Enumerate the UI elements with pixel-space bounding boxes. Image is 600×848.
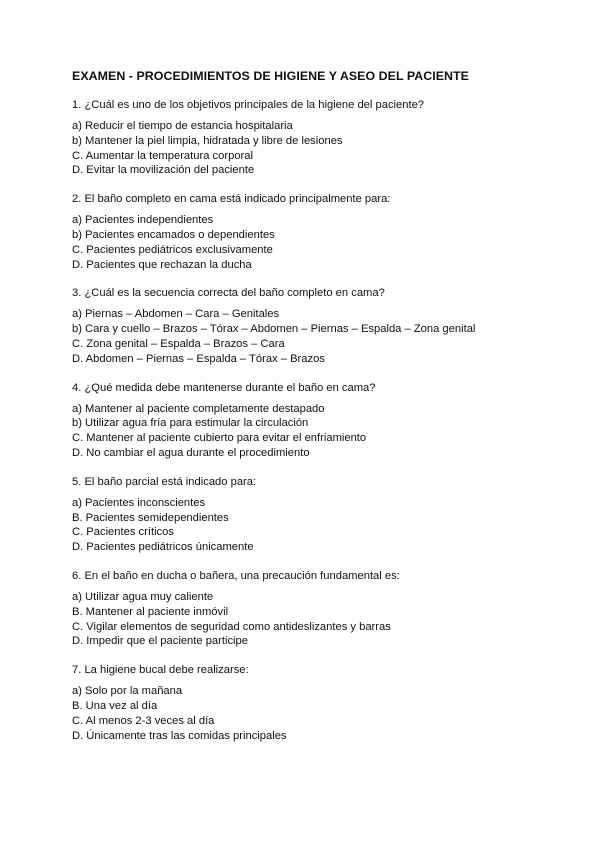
answer-option: C. Mantener al paciente cubierto para evitar el enfriamiento	[72, 432, 367, 445]
question-text: 7. La higiene bucal debe realizarse:	[72, 664, 249, 677]
answer-option: a) Utilizar agua muy caliente	[72, 590, 214, 603]
answer-option: B. Pacientes semidependientes	[72, 511, 229, 524]
answer-option: B. Mantener al paciente inmóvil	[72, 605, 229, 618]
answer-option: a) Mantener al paciente completamente destapado	[72, 402, 325, 415]
question-2	[72, 192, 560, 272]
question-text: 4. ¿Qué medida debe mantenerse durante el baño en cama?	[72, 381, 376, 394]
answer-options	[72, 119, 560, 178]
answer-option: a) Reducir el tiempo de estancia hospitalaria	[72, 120, 293, 132]
answer-option: C. Zona genital – Espalda – Brazos – Cara	[72, 337, 285, 350]
question-text: 2. El baño completo en cama está indicado principalmente para:	[72, 193, 391, 206]
question-1	[72, 98, 560, 178]
answer-option: C. Pacientes pediátricos exclusivamente	[72, 243, 273, 256]
questions-list	[72, 98, 560, 743]
question-7	[72, 663, 560, 743]
answer-options	[72, 496, 560, 555]
answer-options	[72, 307, 560, 366]
answer-option: a) Pacientes inconscientes	[72, 496, 206, 509]
answer-option: C. Al menos 2-3 veces al día	[72, 714, 215, 727]
question-text: 3. ¿Cuál es la secuencia correcta del baño completo en cama?	[72, 287, 385, 300]
question-text: 1. ¿Cuál es uno de los objetivos principales de la higiene del paciente?	[72, 99, 425, 111]
answer-options	[72, 684, 560, 743]
answer-option: C. Vigilar elementos de seguridad como antideslizantes y barras	[72, 620, 391, 633]
answer-option: b) Cara y cuello – Brazos – Tórax – Abdomen – Piernas – Espalda – Zona genital	[72, 323, 476, 336]
answer-option: a) Solo por la mañana	[72, 685, 183, 698]
answer-option: a) Piernas – Abdomen – Cara – Genitales	[72, 308, 280, 321]
answer-option: D. Abdomen – Piernas – Espalda – Tórax – Brazos	[72, 352, 325, 365]
answer-option: D. Evitar la movilización del paciente	[72, 164, 255, 177]
answer-option: b) Mantener la piel limpia, hidratada y libre de lesiones	[72, 134, 343, 147]
question-text: 6. En el baño en ducha o bañera, una precaución fundamental es:	[72, 569, 400, 582]
answer-option: D. Pacientes pediátricos únicamente	[72, 541, 254, 554]
answer-option: D. Pacientes que rechazan la ducha	[72, 258, 252, 271]
answer-option: D. No cambiar el agua durante el procedimiento	[72, 446, 310, 459]
answer-option: a) Pacientes independientes	[72, 214, 214, 227]
answer-options	[72, 590, 560, 649]
question-6	[72, 569, 560, 649]
answer-option: b) Utilizar agua fría para estimular la circulación	[72, 417, 309, 430]
question-text: 5. El baño parcial está indicado para:	[72, 475, 257, 488]
answer-option: C. Aumentar la temperatura corporal	[72, 149, 253, 162]
answer-option: b) Pacientes encamados o dependientes	[72, 228, 275, 241]
answer-options	[72, 402, 560, 461]
question-4	[72, 381, 560, 461]
question-5	[72, 475, 560, 555]
exam-title: EXAMEN - PROCEDIMIENTOS DE HIGIENE Y ASEO DEL PACIENTE	[72, 69, 469, 83]
answer-option: B. Una vez al día	[72, 699, 158, 712]
answer-option: D. Impedir que el paciente participe	[72, 635, 248, 648]
answer-option: D. Únicamente tras las comidas principales	[72, 729, 287, 742]
question-3	[72, 286, 560, 366]
answer-options	[72, 213, 560, 272]
answer-option: C. Pacientes críticos	[72, 526, 174, 539]
